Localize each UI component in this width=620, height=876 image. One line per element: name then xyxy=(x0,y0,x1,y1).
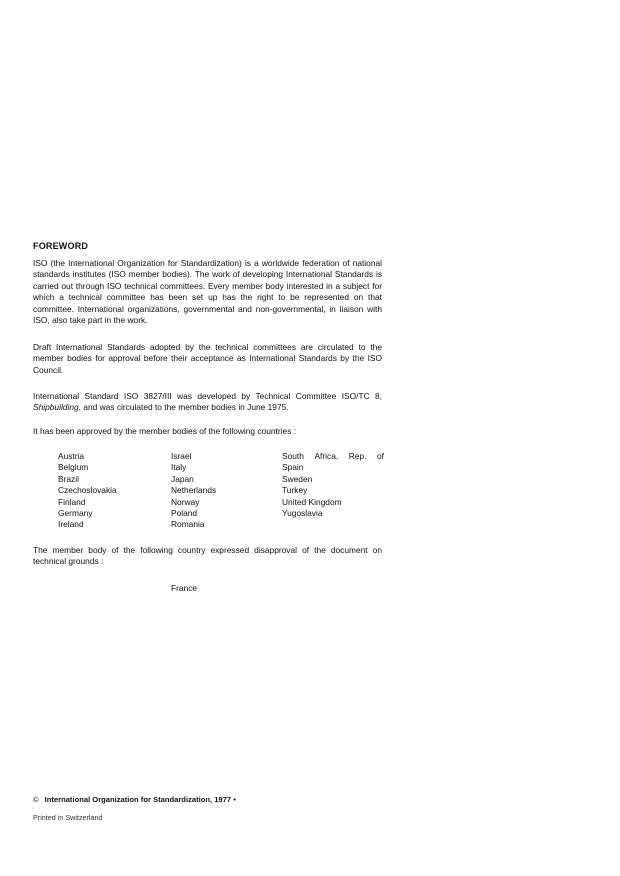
country-item: Israel xyxy=(171,451,192,461)
country-item xyxy=(282,451,384,462)
copyright-symbol: © xyxy=(33,795,39,804)
standard-suffix: , and was circulated to the member bodies in June 1975. xyxy=(78,402,289,413)
country-item: Sweden xyxy=(282,473,313,484)
copyright-text: International Organization for Standardization, 1977 • xyxy=(44,795,236,804)
country-word: Africa, xyxy=(314,451,339,461)
committee-title: Shipbuilding xyxy=(33,402,79,413)
country-item: Turkey xyxy=(282,485,308,496)
country-word: of xyxy=(376,451,384,461)
disapproval-intro: The member body of the following country expressed disapproval of the document on technical grounds : xyxy=(33,545,382,567)
iso-intro-paragraph: ISO (the International Organization for Standardization) is a worldwide federation of national standards institutes (ISO member bodies). The work of developing International Standards is carried out through ISO technical committees. Every member body interested in a subject for which a technical committee has been set up has the right to be represented on that committee. International organizations, governmental and non-governmental, in liaison with ISO, also take part in the work. xyxy=(33,258,382,326)
country-item: Czechoslovakia xyxy=(58,485,117,496)
country-item: Japan xyxy=(171,473,194,484)
disapproving-country: France xyxy=(171,583,198,593)
printed-location: Printed in Switzerland xyxy=(33,813,103,822)
standard-development-paragraph xyxy=(33,391,382,414)
standard-prefix: International Standard ISO 3827/III was developed by Technical Committee ISO/TC 8, xyxy=(33,391,382,401)
countries-column-2 xyxy=(171,451,216,531)
approval-intro: It has been approved by the member bodies of the following countries : xyxy=(33,426,297,436)
country-item: Italy xyxy=(171,462,187,473)
draft-standards-paragraph: Draft International Standards adopted by the technical committees are circulated to the member bodies for approval before their acceptance as International Standards by the ISO Council. xyxy=(33,342,382,375)
country-item: Netherlands xyxy=(171,485,217,496)
country-item: Poland xyxy=(171,508,198,519)
foreword-heading: FOREWORD xyxy=(33,241,89,251)
country-word: Rep. xyxy=(348,451,367,461)
country-item: Germany xyxy=(58,508,93,519)
country-item: Belgium xyxy=(58,462,89,473)
countries-column-1 xyxy=(58,451,117,531)
country-word: South xyxy=(282,451,304,461)
countries-column-3 xyxy=(282,451,384,519)
country-item: Finland xyxy=(58,496,86,507)
country-item: Ireland xyxy=(58,519,84,530)
country-item: Yugoslavia xyxy=(282,508,323,519)
country-item: Romania xyxy=(171,519,205,530)
country-item: Brazil xyxy=(58,473,79,484)
country-item: Spain xyxy=(282,462,304,473)
country-item: Norway xyxy=(171,496,200,507)
country-item: Austria xyxy=(58,451,85,461)
country-item: United Kingdom xyxy=(282,496,342,507)
copyright-line xyxy=(33,795,236,804)
approving-countries-list xyxy=(58,451,384,531)
